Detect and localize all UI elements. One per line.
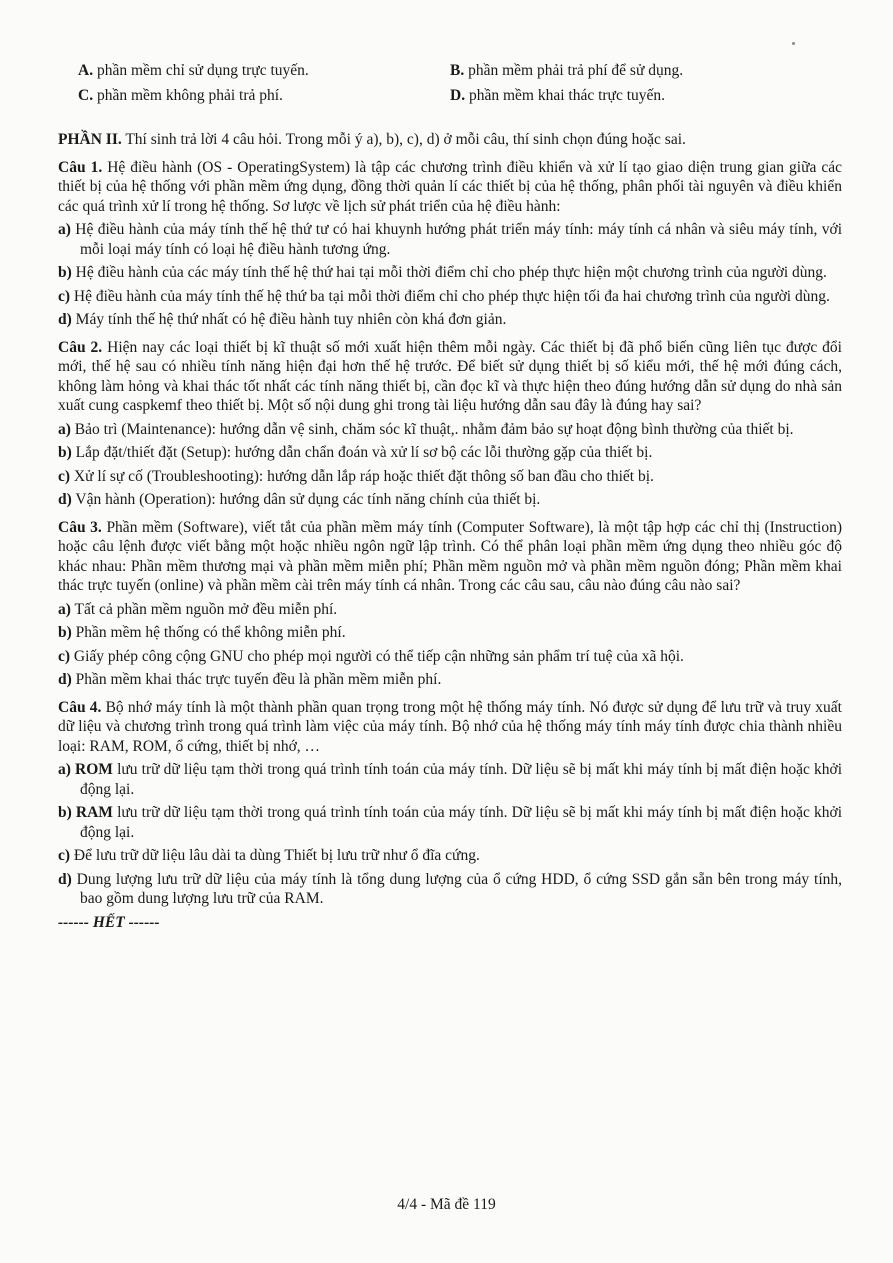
item-text: Hệ điều hành của máy tính thế hệ thứ ba tại mỗi thời điểm chỉ cho phép thực hiện tối đa hai chương trình của người dùng. (73, 287, 830, 305)
question-1-text: Hệ điều hành (OS - OperatingSystem) là tập các chương trình điều khiển và xử lí tạo giao diện trung gian giữa các thiết bị của hệ thống với phần mềm ứng dụng, đồng thời quản lí các thiết bị của hệ thống, phân phối tài nguyên và điều khiển các quá trình xử lí trong hệ thống. Sơ lược về lịch sử phát triển của hệ điều hành: (58, 158, 843, 215)
question-1-stem (58, 158, 842, 217)
item-label: b) (58, 804, 72, 821)
item-text: Hệ điều hành của các máy tính thế hệ thứ hai tại mỗi thời điểm chỉ cho phép thực hiện một chương trình của người dùng. (75, 264, 827, 281)
question-1-item-a (58, 220, 842, 259)
question-1-item-d (58, 310, 842, 330)
choice-b-text: phần mềm phải trả phí để sử dụng. (468, 62, 684, 79)
item-text: Phần mềm hệ thống có thể không miễn phí. (75, 624, 346, 641)
question-1-label: Câu 1. (58, 158, 103, 176)
item-label: d) (58, 311, 72, 328)
item-text: Lắp đặt/thiết đặt (Setup): hướng dẫn chẩn đoán và xử lí sơ bộ các lỗi thường gặp của thiết bị. (75, 444, 653, 461)
choice-b-label: B. (450, 62, 465, 79)
item-text: Vận hành (Operation): hướng dân sử dụng các tính năng chính của thiết bị. (75, 491, 541, 508)
page-footer: 4/4 - Mã đề 119 (397, 1196, 496, 1213)
item-label: c) (58, 467, 71, 485)
section-2-instruction: Thí sinh trả lời 4 câu hỏi. Trong mỗi ý a), b), c), d) ở mỗi câu, thí sinh chọn đúng hoặc sai. (125, 131, 686, 148)
choice-a-text: phần mềm chỉ sử dụng trực tuyến. (96, 62, 309, 79)
exam-content (58, 126, 842, 932)
item-text: Tất cả phần mềm nguồn mở đều miễn phí. (74, 600, 338, 618)
question-2-stem (58, 338, 842, 416)
question-4-item-a (58, 760, 842, 799)
question-2-item-a (58, 420, 842, 440)
question-4-item-b (58, 803, 842, 842)
item-label: a) (58, 420, 71, 438)
item-text: Để lưu trữ dữ liệu lâu dài ta dùng Thiết bị lưu trữ như ổ đĩa cứng. (73, 847, 480, 864)
question-1-item-b (58, 263, 842, 283)
choice-d-label: D. (450, 87, 466, 104)
item-label: c) (58, 647, 71, 665)
question-2-item-d (58, 490, 842, 510)
item-text: Phần mềm khai thác trực tuyến đều là phần mềm miễn phí. (75, 671, 442, 688)
choice-c-text: phần mềm không phải trả phí. (96, 87, 283, 104)
question-2-label: Câu 2. (58, 338, 103, 356)
question-4-stem (58, 698, 842, 757)
item-label: c) (58, 287, 71, 305)
question-3-text: Phần mềm (Software), viết tắt của phần mềm máy tính (Computer Software), là một tập hợp các chỉ thị (Instruction) hoặc câu lệnh được viết bằng một hoặc nhiều ngôn ngữ lập trình. Có thể phân loại phần mềm ứng dụng theo nhiều góc độ khác nhau: Phần mềm thương mại và phần mềm miễn phí; Phần mềm nguồn mở và phần mềm nguồn đóng; Phần mềm khai thác trực tuyến (online) và phần mềm cài trên máy tính cá nhân. Trong các câu sau, câu nào đúng câu nào sai? (58, 518, 842, 594)
choice-c-label: C. (78, 87, 94, 104)
choice-a (78, 58, 450, 83)
choice-row-1 (78, 58, 858, 83)
question-2-text: Hiện nay các loại thiết bị kĩ thuật số mới xuất hiện thêm mỗi ngày. Các thiết bị đã phổ biến cũng liên tục được đổi mới, thế hệ sau có nhiều tính năng hiện đại hơn thế hệ trước. Để biết sử dụng thiết bị số kiểu mới, thế hệ mới đúng cách, không làm hỏng và khai thác tốt nhất các tính năng thiết bị, cần đọc kĩ và thực hiện theo đúng hướng dẫn sử dụng do nhà sản xuất cung caspkemf theo thiết bị. Một số nội dung ghi trong tài liệu hướng dẫn sau đây là đúng hay sai? (58, 338, 842, 414)
item-label: d) (58, 870, 72, 888)
item-lead-term: RAM (75, 804, 113, 821)
choice-d-text: phần mềm khai thác trực tuyến. (468, 87, 666, 104)
item-label: b) (58, 444, 72, 461)
question-2-item-c (58, 467, 842, 487)
item-text: lưu trữ dữ liệu tạm thời trong quá trình tính toán của máy tính. Dữ liệu sẽ bị mất khi máy tính bị mất điện hoặc khởi động lại. (80, 804, 843, 841)
section-2-heading (58, 130, 842, 150)
item-label: b) (58, 624, 72, 641)
item-text: Dung lượng lưu trữ dữ liệu của máy tính là tổng dung lượng của ổ cứng HDD, ổ cứng SSD gắn sẵn bên trong máy tính, bao gồm dung lượng lưu trữ của RAM. (76, 870, 842, 907)
item-lead-term: ROM (75, 761, 113, 778)
choice-d (450, 83, 822, 108)
scan-speck (792, 42, 795, 45)
question-1-item-c (58, 287, 842, 307)
end-marker: ------ HẾT ------ (58, 913, 160, 931)
question-4-item-d (58, 870, 842, 909)
question-2-item-b (58, 443, 842, 463)
choice-a-label: A. (78, 62, 94, 79)
section-2-title: PHẦN II. (58, 131, 122, 148)
question-3-label: Câu 3. (58, 518, 102, 536)
item-label: a) (58, 761, 71, 778)
choice-b (450, 58, 822, 83)
question-3-item-b (58, 623, 842, 643)
item-text: Hệ điều hành của máy tính thế hệ thứ tư có hai khuynh hướng phát triển máy tính: máy tính cá nhân và siêu máy tính, với mỗi loại máy tính có loại hệ điều hành tương ứng. (75, 221, 843, 258)
item-text: Giấy phép công cộng GNU cho phép mọi người có thể tiếp cận những sản phẩm trí tuệ của xã hội. (73, 647, 684, 665)
item-label: a) (58, 221, 71, 238)
item-text: Xử lí sự cố (Troubleshooting): hướng dẫn lắp ráp hoặc thiết đặt thông số ban đầu cho thiết bị. (73, 467, 654, 485)
question-3-item-d (58, 670, 842, 690)
answer-choices (78, 58, 858, 108)
question-4-label: Câu 4. (58, 698, 102, 716)
choice-c (78, 83, 450, 108)
choice-row-2 (78, 83, 858, 108)
item-label: d) (58, 671, 72, 688)
question-4-item-c (58, 846, 842, 866)
question-4-text: Bộ nhớ máy tính là một thành phần quan trọng trong một hệ thống máy tính. Nó được sử dụng để lưu trữ và truy xuất dữ liệu và chương trình trong quá trình làm việc của máy tính. Bộ nhớ của hệ thống máy tính máy tính được chia thành nhiều loại: RAM, ROM, ổ cứng, thiết bị nhớ, … (58, 698, 842, 755)
item-text: Bảo trì (Maintenance): hướng dẫn vệ sinh, chăm sóc kĩ thuật,. nhằm đảm bảo sự hoạt động bình thường của thiết bị. (74, 420, 794, 438)
item-label: d) (58, 491, 72, 508)
question-3-item-a (58, 600, 842, 620)
item-label: b) (58, 264, 72, 281)
item-text: lưu trữ dữ liệu tạm thời trong quá trình tính toán của máy tính. Dữ liệu sẽ bị mất khi máy tính bị mất điện hoặc khởi động lại. (80, 761, 843, 798)
question-3-stem (58, 518, 842, 596)
question-3-item-c (58, 647, 842, 667)
item-label: c) (58, 847, 71, 864)
item-text: Máy tính thế hệ thứ nhất có hệ điều hành tuy nhiên còn khá đơn giản. (75, 311, 507, 328)
item-label: a) (58, 600, 71, 618)
